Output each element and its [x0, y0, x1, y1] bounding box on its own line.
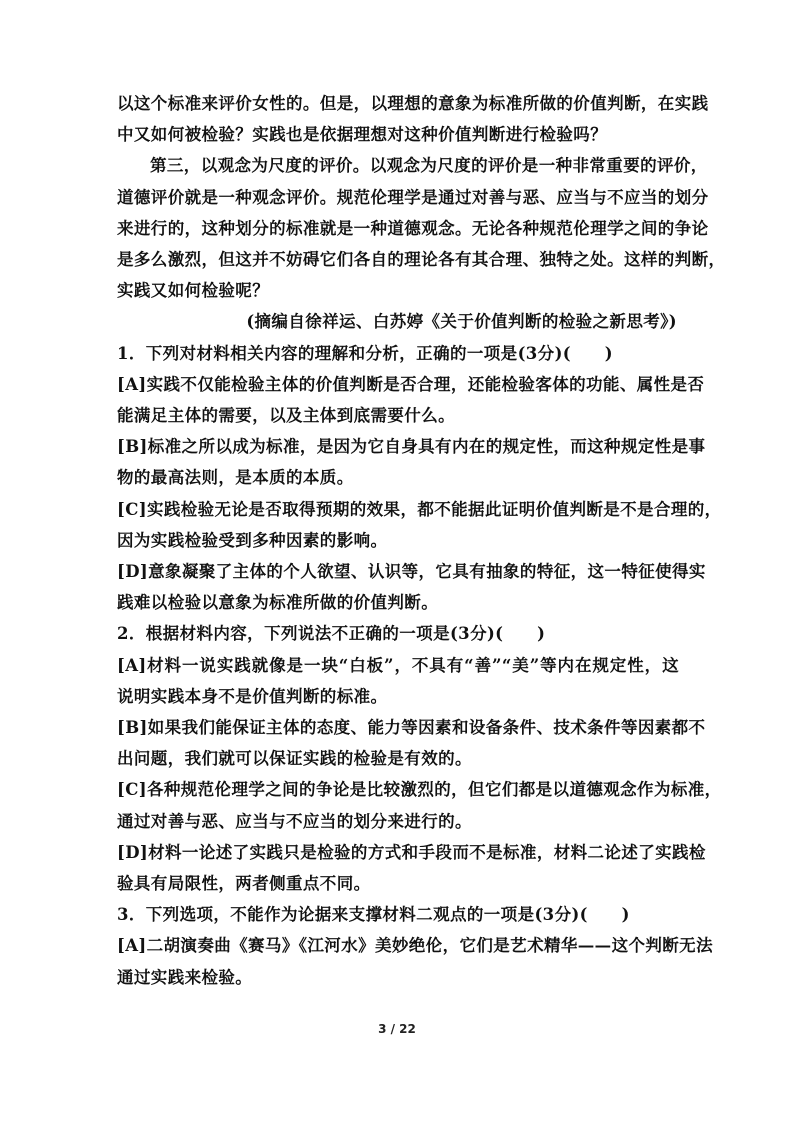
- question-2: [117, 618, 722, 899]
- text-line: 道德评价就是一种观念评价。规范伦理学是通过对善与恶、应当与不应当的划分: [117, 187, 709, 207]
- text-line: 以这个标准来评价女性的。但是，以理想的意象为标准所做的价值判断，在实践: [117, 94, 709, 113]
- text-line: [A]材料一说实践就像是一块“白板”，不具有“善”“美”等内在规定性，这: [117, 655, 679, 675]
- passage-paragraph-2: [117, 150, 726, 306]
- text-line: [D]意象凝聚了主体的个人欲望、认识等，它具有抽象的特征，这一特征使得实: [117, 562, 706, 582]
- page-number: 3 / 22: [378, 1022, 416, 1036]
- text-line: [C]各种规范伦理学之间的争论是比较激烈的，但它们都是以道德观念作为标准，: [117, 780, 722, 800]
- text-line: 是多么激烈，但这并不妨碍它们各自的理论各有其合理、独特之处。这样的判断，: [117, 250, 726, 270]
- text-line: [B]如果我们能保证主体的态度、能力等因素和设备条件、技术条件等因素都不: [117, 718, 706, 738]
- text-line: [B]标准之所以成为标准，是因为它自身具有内在的规定性，而这种规定性是事: [117, 437, 706, 457]
- text-line: 来进行的，这种划分的标准就是一种道德观念。无论各种规范伦理学之间的争论: [117, 218, 709, 238]
- text-line: 通过实践来检验。: [117, 967, 253, 987]
- question-1: [117, 338, 722, 619]
- text-line: 实践又如何检验呢？: [117, 281, 270, 301]
- text-line: 通过对善与恶、应当与不应当的划分来进行的。: [117, 811, 472, 831]
- option-d: [117, 556, 706, 618]
- option-c: [117, 494, 722, 556]
- option-a: [117, 930, 713, 992]
- question-stem: 2．根据材料内容，下列说法不正确的一项是(3分)( ): [117, 624, 546, 644]
- question-stem: 1．下列对材料相关内容的理解和分析，正确的一项是(3分)( ): [117, 343, 613, 363]
- text-line: [C]实践检验无论是否取得预期的效果，都不能据此证明价值判断是不是合理的，: [117, 499, 722, 519]
- text-line: 能满足主体的需要，以及主体到底需要什么。: [117, 406, 455, 426]
- option-d: [117, 837, 706, 899]
- option-c: [117, 774, 722, 836]
- text-line: 因为实践检验受到多种因素的影响。: [117, 530, 388, 550]
- option-b: [117, 712, 706, 774]
- text-line: 践难以检验以意象为标准所做的价值判断。: [117, 593, 439, 613]
- text-line: 说明实践本身不是价值判断的标准。: [117, 686, 388, 706]
- option-b: [117, 431, 706, 493]
- option-a: [117, 650, 679, 712]
- text-line: 物的最高法则，是本质的本质。: [117, 468, 354, 488]
- text-line: [A]实践不仅能检验主体的价值判断是否合理，还能检验客体的功能、属性是否: [117, 374, 705, 394]
- text-line: 中又如何被检验？实践也是依据理想对这种价值判断进行检验吗？: [117, 125, 608, 145]
- document-page: [117, 88, 726, 993]
- question-stem: 3．下列选项，不能作为论据来支撑材料二观点的一项是(3分)( ): [117, 905, 630, 925]
- question-3: [117, 899, 713, 993]
- source-citation: (摘编自徐祥运、白苏婷《关于价值判断的检验之新思考》): [246, 312, 677, 332]
- text-line: 验具有局限性，两者侧重点不同。: [117, 874, 371, 894]
- text-line: [A]二胡演奏曲《赛马》《江河水》美妙绝伦，它们是艺术精华——这个判断无法: [117, 936, 713, 956]
- text-line: 出问题，我们就可以保证实践的检验是有效的。: [117, 749, 472, 769]
- text-line: [D]材料一论述了实践只是检验的方式和手段而不是标准，材料二论述了实践检: [117, 842, 706, 862]
- option-a: [117, 369, 705, 431]
- passage-paragraph-1: [117, 88, 709, 150]
- text-line: 第三，以观念为尺度的评价。以观念为尺度的评价是一种非常重要的评价，: [150, 156, 708, 176]
